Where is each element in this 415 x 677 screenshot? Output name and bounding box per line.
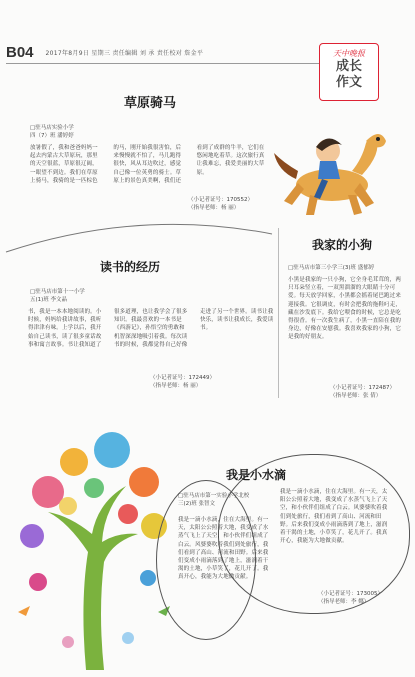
tree-illustration (8, 402, 178, 670)
section-divider (4, 214, 274, 254)
article1-note: （小记者证号：170552） （指导老师：杨 丽） (188, 197, 253, 211)
column-divider (278, 228, 279, 398)
issue-meta: 2017年8月9日 星期三 责任编辑 刘 承 责任校对 詹金平 (45, 50, 204, 57)
article4-note: （小记者证号：173005） （指导老师：李 娜） (318, 591, 383, 605)
page-number: B04 (6, 44, 34, 61)
article3-title: 读书的经历 (100, 260, 161, 274)
article4-body-left: 我是一滴小水滴，住在大海里。有一天，太阳公公照着大地，我变成了水蒸气飞上了天空，和小伙伴们组成了白云。风婆婆吹着我们到处旅行，我们看到了高山、河流和田野。后来我们变成小雨滴落到了地上，滋润着干渴的土地，小草笑了，花儿开了。我真开心，我能为大地做贡献。 (178, 517, 269, 581)
article3-body: 书，我是一本本地阅读的。小时候，妈妈给我讲故事，我听得津津有味。上学以后，我开始自己读书，读了很多童话故事和寓言故事。书让我知道了很多道理，也让我学会了很多知识。我最喜欢的一本书是《西游记》，孙悟空的勇敢和机智深深地吸引着我。每次读书的时候，我都觉得自己好像走进了另一个世界。读书让我快乐，读书让我成长，我爱读书。 (28, 309, 274, 348)
column-logo (319, 43, 379, 101)
article2-title: 我家的小狗 (312, 238, 373, 252)
article1-title: 草原骑马 (124, 96, 177, 111)
article2-body: 小黑是我家的一只小狗，它全身毛茸茸的，两只耳朵竖立着，一双黑溜溜的大眼睛十分可爱。每天放学回家，小黑都会摇着尾巴跑过来迎接我。它很调皮，有时会把我的拖鞋叼走，藏在沙发底下。我给它喂食的时候，它总是吃得很香。有一次我生病了，小黑一直陪在我的身边，好像在安慰我。我喜欢我家的小狗，它是我的好朋友。 (288, 277, 402, 341)
column-title-line1: 成长 (335, 59, 362, 74)
article4-byline: □驻马店市第一实验小学北校 三(2)班 张智文 (178, 493, 250, 507)
article4-title: 我是小水滴 (226, 468, 287, 482)
column-title-line2: 作文 (335, 75, 362, 90)
article3-note: （小记者证号：172449） （指导老师：杨 丽） (150, 375, 215, 389)
article1-body: 放暑假了，我和爸爸妈妈一起去内蒙古大草原玩，那里的天空很蓝，草原很辽阔，一眼望不到边。我们在草原上骑马，我骑的是一匹棕色的马，刚开始我很害怕，后来慢慢就不怕了，马儿跑得很快，风从耳边吹过，感觉自己像一位英勇的骑士。草原上的景色真美啊，我们还看到了成群的牛羊，它们在悠闲地吃着草。这次旅行真让我难忘，我爱美丽的大草原。 (30, 145, 265, 184)
horse-rider-illustration (262, 113, 402, 223)
brand-name: 天中晚报 (333, 49, 365, 58)
article2-byline: □驻马店市第三小学三(3)班 盛郁婷 (288, 265, 375, 271)
article2-note: （小记者证号：172487） （指导老师：张 倩） (330, 385, 395, 399)
article3-byline: □驻马店市第十一小学 五(1)班 李文晶 (30, 289, 85, 303)
article4-body-right: 我是一滴小水滴，住在大海里。有一天，太阳公公照着大地，我变成了水蒸气飞上了天空，和小伙伴们组成了白云。风婆婆吹着我们到处旅行，我们看到了高山、河流和田野。后来我们变成小雨滴落到了地上，滋润着干渴的土地，小草笑了，花儿开了。我真开心，我能为大地做贡献。 (280, 489, 388, 545)
page-header (6, 42, 336, 64)
article1-byline: □驻马店实验小学 四（7）班 潘婷婷 (30, 125, 74, 139)
